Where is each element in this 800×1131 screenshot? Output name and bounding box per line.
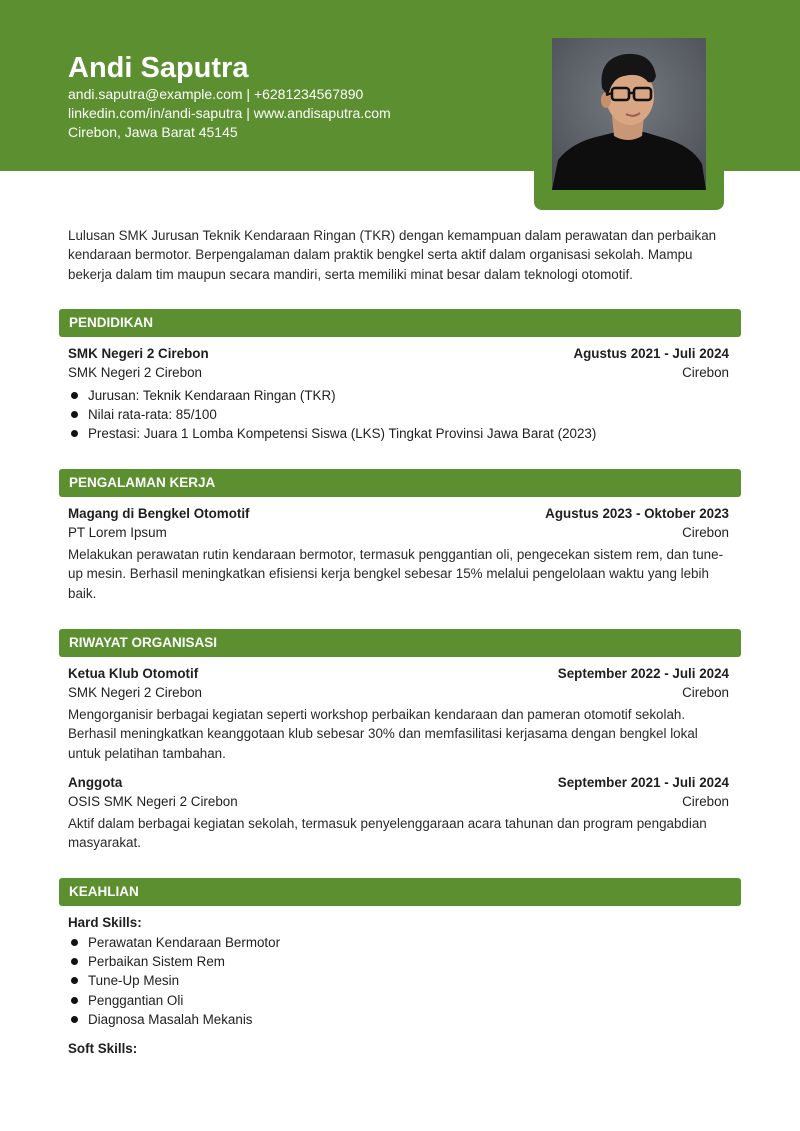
- bullet-icon: [71, 411, 78, 418]
- contact-links: linkedin.com/in/andi-saputra | www.andisaputra.com: [68, 105, 391, 121]
- profile-photo-illustration: [552, 38, 706, 190]
- photo-frame: [534, 28, 724, 210]
- candidate-name: Andi Saputra: [68, 52, 249, 84]
- contact-address: Cirebon, Jawa Barat 45145: [68, 124, 238, 140]
- organization-header-row: [68, 664, 729, 683]
- profile-summary: Lulusan SMK Jurusan Teknik Kendaraan Ringan (TKR) dengan kemampuan dalam perawatan dan perbaikan kendaraan bermotor. Berpengalaman dalam praktik bengkel serta aktif dalam organisasi sekolah. Mampu bekerja dalam tim maupun secara mandiri, serta memiliki minat besar dalam teknologi otomotif.: [68, 228, 717, 282]
- list-item: Tune-Up Mesin: [70, 971, 280, 990]
- bullet-icon: [71, 997, 78, 1004]
- education-school: SMK Negeri 2 Cirebon: [68, 346, 209, 361]
- experience-role: Magang di Bengkel Otomotif: [68, 506, 250, 521]
- education-bullets: [70, 386, 596, 444]
- organization-sub-row: [68, 792, 729, 811]
- list-item: Perawatan Kendaraan Bermotor: [70, 933, 280, 952]
- education-institution: SMK Negeri 2 Cirebon: [68, 365, 202, 380]
- section-header-organization: RIWAYAT ORGANISASI: [59, 629, 741, 657]
- organization-location: Cirebon: [682, 794, 729, 809]
- bullet-icon: [71, 939, 78, 946]
- organization-name: OSIS SMK Negeri 2 Cirebon: [68, 794, 238, 809]
- list-item: Diagnosa Masalah Mekanis: [70, 1010, 280, 1029]
- section-header-education: PENDIDIKAN: [59, 309, 741, 337]
- list-item: Jurusan: Teknik Kendaraan Ringan (TKR): [70, 386, 596, 405]
- bullet-icon: [71, 958, 78, 965]
- experience-header-row: [68, 504, 729, 523]
- experience-location: Cirebon: [682, 525, 729, 540]
- education-location: Cirebon: [682, 365, 729, 380]
- list-item: Penggantian Oli: [70, 991, 280, 1010]
- education-sub-row: [68, 363, 729, 382]
- section-header-skills: KEAHLIAN: [59, 878, 741, 906]
- bullet-icon: [71, 392, 78, 399]
- experience-dates: Agustus 2023 - Oktober 2023: [545, 506, 729, 521]
- section-header-experience: PENGALAMAN KERJA: [59, 469, 741, 497]
- organization-role: Ketua Klub Otomotif: [68, 666, 199, 681]
- experience-description: Melakukan perawatan rutin kendaraan bermotor, termasuk penggantian oli, pengecekan sistem rem, dan tune-up mesin. Berhasil meningkatkan efisiensi kerja bengkel sebesar 15% melalui pengelolaan waktu yang lebih baik.: [68, 547, 724, 601]
- list-item: Perbaikan Sistem Rem: [70, 952, 280, 971]
- bullet-icon: [71, 977, 78, 984]
- bullet-icon: [71, 430, 78, 437]
- list-item: Prestasi: Juara 1 Lomba Kompetensi Siswa (LKS) Tingkat Provinsi Jawa Barat (2023): [70, 424, 596, 443]
- organization-dates: September 2022 - Juli 2024: [557, 666, 729, 681]
- hard-skills-list: [70, 933, 280, 1029]
- organization-dates: September 2021 - Juli 2024: [557, 775, 729, 790]
- profile-photo: [552, 38, 706, 190]
- organization-name: SMK Negeri 2 Cirebon: [68, 685, 202, 700]
- hard-skills-label: Hard Skills:: [68, 915, 142, 930]
- soft-skills-label: Soft Skills:: [68, 1041, 138, 1056]
- organization-description: Aktif dalam berbagai kegiatan sekolah, termasuk penyelenggaraan acara tahunan dan program pengabdian masyarakat.: [68, 816, 707, 851]
- organization-location: Cirebon: [682, 685, 729, 700]
- education-dates: Agustus 2021 - Juli 2024: [573, 346, 729, 361]
- experience-sub-row: [68, 523, 729, 542]
- organization-sub-row: [68, 683, 729, 702]
- organization-description: Mengorganisir berbagai kegiatan seperti workshop perbaikan kendaraan dan pameran otomotif sekolah. Berhasil meningkatkan keanggotaan klub sebesar 30% dan memfasilitasi kerjasama dengan bengkel lokal untuk pelatihan tambahan.: [68, 707, 698, 761]
- contact-email-phone: andi.saputra@example.com | +6281234567890: [68, 86, 364, 102]
- organization-header-row: [68, 773, 729, 792]
- bullet-icon: [71, 1016, 78, 1023]
- experience-company: PT Lorem Ipsum: [68, 525, 167, 540]
- organization-role: Anggota: [68, 775, 123, 790]
- education-header-row: [68, 344, 729, 363]
- list-item: Nilai rata-rata: 85/100: [70, 405, 596, 424]
